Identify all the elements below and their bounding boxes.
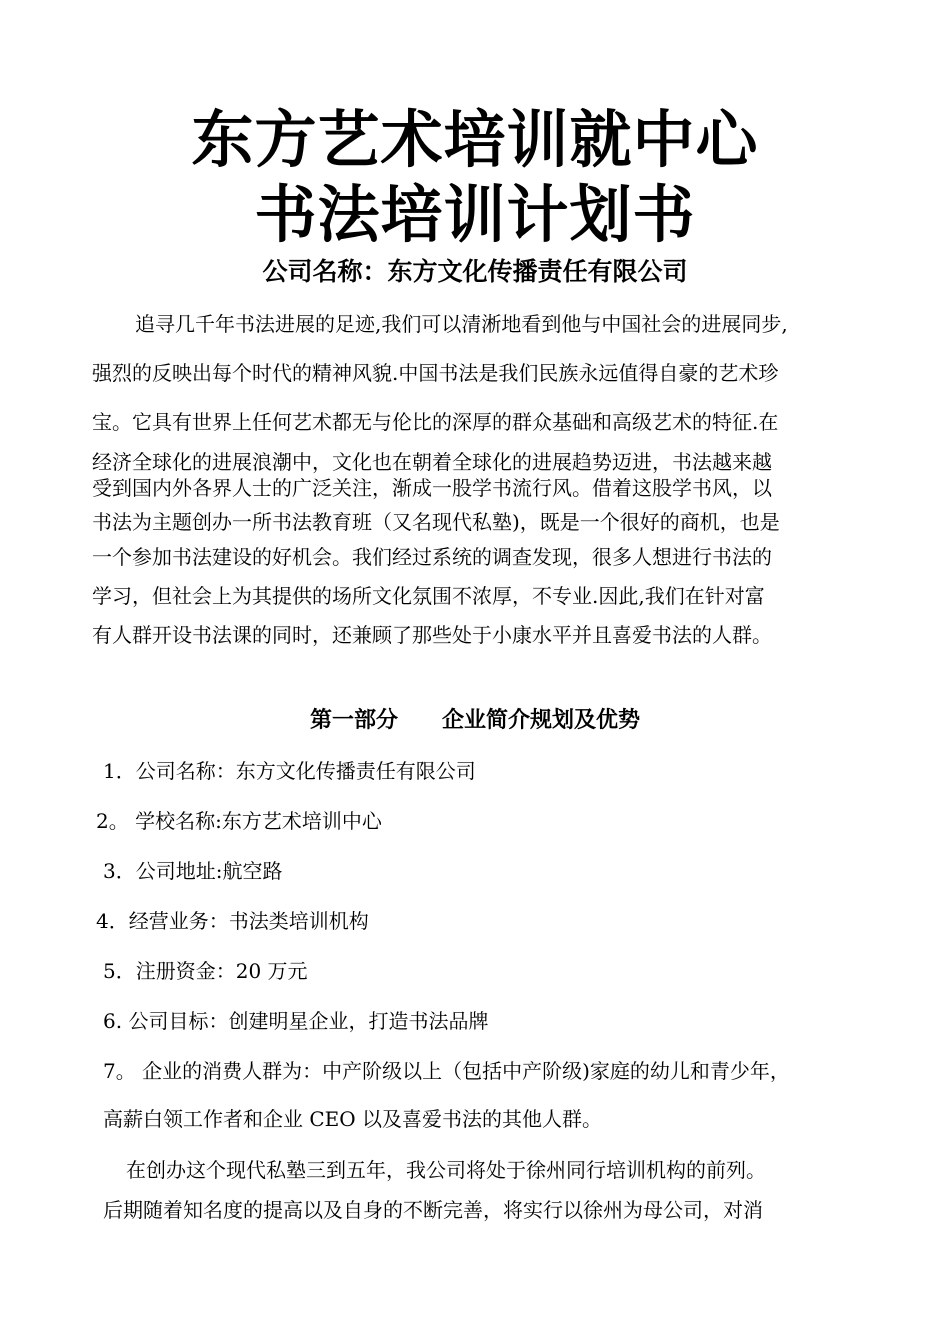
intro-paragraph-line: 书法为主题创办一所书法教育班（又名现代私塾)，既是一个很好的商机，也是 <box>92 510 780 534</box>
intro-paragraph-line: 经济全球化的进展浪潮中，文化也在朝着全球化的进展趋势迈进，书法越来越 <box>92 450 772 474</box>
intro-paragraph-line: 宝。它具有世界上任何艺术都无与伦比的深厚的群众基础和高级艺术的特征.在 <box>92 410 779 434</box>
document-title-line-1: 东方艺术培训就中心 <box>191 103 759 176</box>
list-item: 6. 公司目标：创建明星企业，打造书法品牌 <box>103 1009 489 1033</box>
list-item: 1．公司名称：东方文化传播责任有限公司 <box>103 759 476 783</box>
list-item: 4．经营业务：书法类培训机构 <box>96 909 369 933</box>
intro-paragraph-line: 受到国内外各界人士的广泛关注，渐成一股学书流行风。借着这股学书风，以 <box>92 476 772 500</box>
document-title-line-2: 书法培训计划书 <box>254 178 696 251</box>
closing-paragraph-line: 后期随着知名度的提高以及自身的不断完善，将实行以徐州为母公司，对消 <box>103 1198 763 1222</box>
intro-paragraph-line: 强烈的反映出每个时代的精神风貌.中国书法是我们民族永远值得自豪的艺术珍 <box>92 361 779 385</box>
intro-paragraph-line: 一个参加书法建设的好机会。我们经过系统的调查发现，很多人想进行书法的 <box>92 545 772 569</box>
list-item: 高薪白领工作者和企业 CEO 以及喜爱书法的其他人群。 <box>103 1107 603 1131</box>
list-item: 2。 学校名称:东方艺术培训中心 <box>96 809 382 833</box>
company-name-subtitle: 公司名称：东方文化传播责任有限公司 <box>262 257 688 286</box>
closing-paragraph-line: 在创办这个现代私塾三到五年，我公司将处于徐州同行培训机构的前列。 <box>126 1158 766 1182</box>
intro-paragraph-line: 追寻几千年书法进展的足迹,我们可以清淅地看到他与中国社会的进展同步, <box>135 312 788 336</box>
list-item: 7。 企业的消费人群为：中产阶级以上（包括中产阶级)家庭的幼儿和青少年， <box>103 1059 790 1083</box>
intro-paragraph-line: 有人群开设书法课的同时，还兼顾了那些处于小康水平并且喜爱书法的人群。 <box>92 623 772 647</box>
list-item: 3．公司地址:航空路 <box>103 859 283 883</box>
section-heading: 第一部分 企业简介规划及优势 <box>309 708 640 733</box>
intro-paragraph-line: 学习，但社会上为其提供的场所文化氛围不浓厚，不专业.因此,我们在针对富 <box>92 584 765 608</box>
list-item: 5．注册资金：20 万元 <box>103 959 308 983</box>
